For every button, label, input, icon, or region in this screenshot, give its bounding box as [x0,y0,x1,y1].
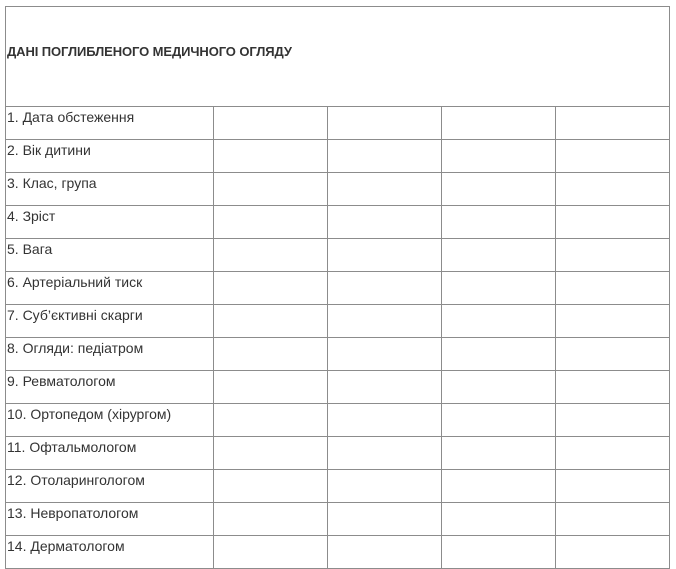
value-cell [328,173,442,206]
table-row [6,404,670,437]
row-label: 2. Вік дитини [6,140,214,173]
row-label: 12. Отоларингологом [6,470,214,503]
value-cell [214,272,328,305]
value-cell [556,470,670,503]
value-cell [214,173,328,206]
value-cell [442,107,556,140]
value-cell [328,404,442,437]
value-cell [328,206,442,239]
title-row [6,7,670,107]
value-cell [328,437,442,470]
value-cell [556,206,670,239]
value-cell [328,371,442,404]
value-cell [328,272,442,305]
table-row [6,239,670,272]
table-row [6,140,670,173]
value-cell [556,305,670,338]
value-cell [328,239,442,272]
value-cell [214,338,328,371]
row-label: 7. Суб’єктивні скарги [6,305,214,338]
value-cell [328,305,442,338]
value-cell [442,503,556,536]
table-row [6,173,670,206]
table-body [6,7,670,569]
value-cell [214,140,328,173]
value-cell [442,140,556,173]
value-cell [442,404,556,437]
row-label: 8. Огляди: педіатром [6,338,214,371]
value-cell [214,305,328,338]
value-cell [442,371,556,404]
value-cell [442,536,556,569]
value-cell [556,107,670,140]
value-cell [214,107,328,140]
value-cell [328,338,442,371]
value-cell [556,404,670,437]
value-cell [556,272,670,305]
value-cell [214,239,328,272]
value-cell [442,173,556,206]
table-row [6,536,670,569]
row-label: 10. Ортопедом (хірургом) [6,404,214,437]
row-label: 3. Клас, група [6,173,214,206]
table-row [6,206,670,239]
value-cell [442,338,556,371]
value-cell [214,404,328,437]
table-row [6,338,670,371]
value-cell [556,437,670,470]
value-cell [442,239,556,272]
row-label: 14. Дерматологом [6,536,214,569]
value-cell [214,206,328,239]
value-cell [556,140,670,173]
value-cell [328,107,442,140]
value-cell [328,470,442,503]
value-cell [328,503,442,536]
table-row [6,437,670,470]
table-row [6,371,670,404]
row-label: 13. Невропатологом [6,503,214,536]
value-cell [442,305,556,338]
table-row [6,305,670,338]
row-label: 9. Ревматологом [6,371,214,404]
value-cell [556,239,670,272]
row-label: 11. Офтальмологом [6,437,214,470]
value-cell [214,371,328,404]
row-label: 5. Вага [6,239,214,272]
value-cell [442,437,556,470]
row-label: 4. Зріст [6,206,214,239]
table-row [6,503,670,536]
value-cell [442,272,556,305]
medical-exam-table [5,6,670,569]
value-cell [556,371,670,404]
value-cell [214,437,328,470]
table-row [6,107,670,140]
value-cell [214,536,328,569]
value-cell [556,536,670,569]
value-cell [556,173,670,206]
value-cell [442,470,556,503]
table-row [6,272,670,305]
value-cell [328,536,442,569]
value-cell [442,206,556,239]
value-cell [328,140,442,173]
value-cell [214,470,328,503]
value-cell [556,338,670,371]
document-title: ДАНІ ПОГЛИБЛЕНОГО МЕДИЧНОГО ОГЛЯДУ [6,7,670,107]
row-label: 1. Дата обстеження [6,107,214,140]
value-cell [214,503,328,536]
row-label: 6. Артеріальний тиск [6,272,214,305]
table-row [6,470,670,503]
value-cell [556,503,670,536]
